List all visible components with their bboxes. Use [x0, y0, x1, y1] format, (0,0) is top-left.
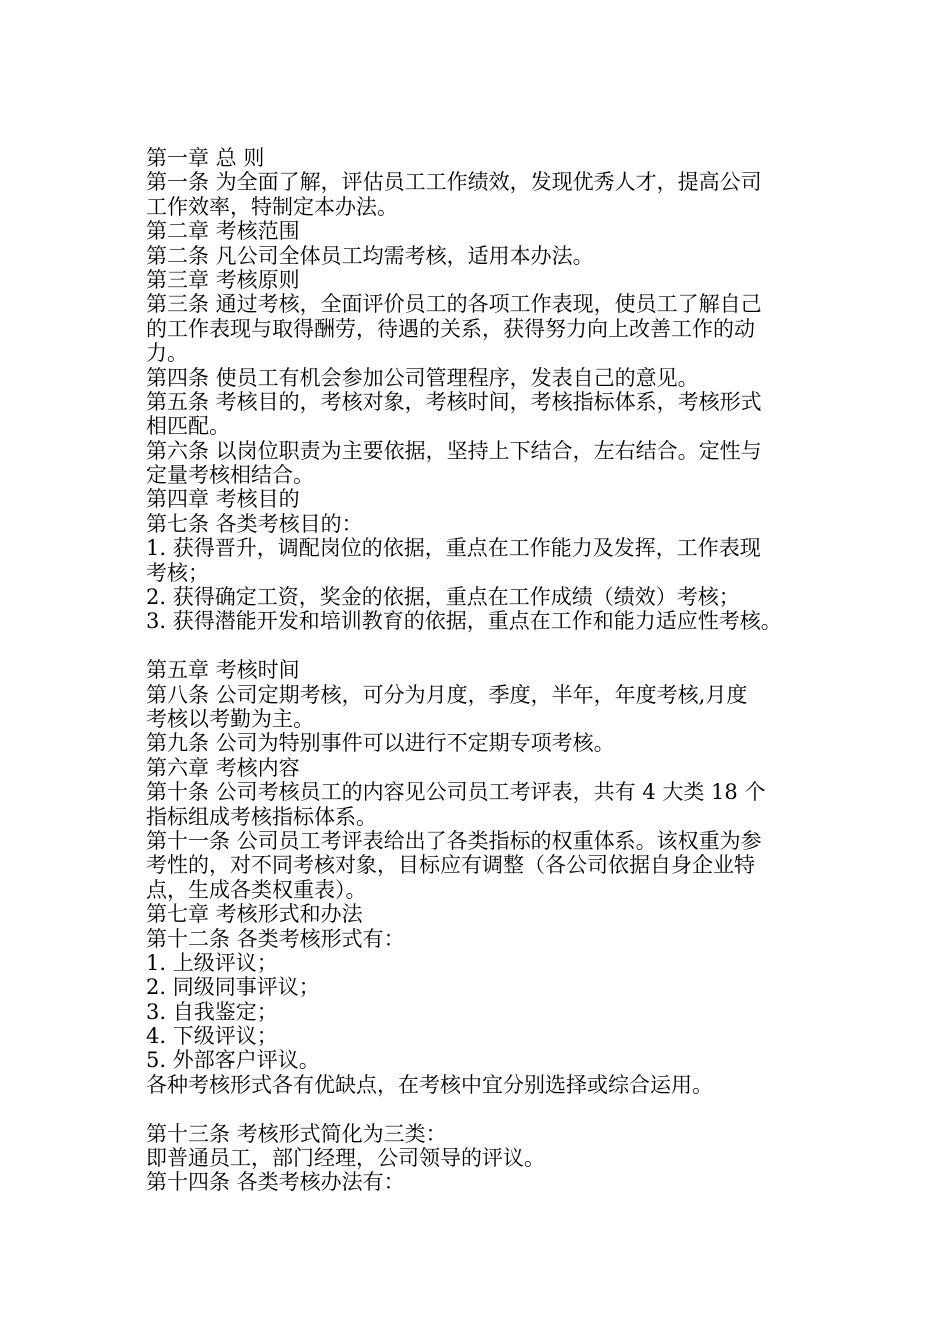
- list-item: 3. 获得潜能开发和培训教育的依据，重点在工作和能力适应性考核。: [146, 609, 782, 634]
- article-line: 考性的，对不同考核对象，目标应有调整（各公司依据自身企业特: [146, 853, 755, 878]
- list-item: 5. 外部客户评议。: [146, 1048, 320, 1073]
- article-line: 第十三条 考核形式简化为三类：: [146, 1121, 447, 1146]
- document-body: [146, 146, 826, 1195]
- article-line: 第一条 为全面了解，评估员工工作绩效，发现优秀人才，提高公司: [146, 170, 762, 195]
- article-line: 第二条 凡公司全体员工均需考核，适用本办法。: [146, 243, 594, 268]
- chapter-heading: 第四章 考核目的: [146, 487, 300, 512]
- article-line: 相匹配。: [146, 414, 230, 439]
- list-item: 考核；: [146, 560, 209, 585]
- list-item: 1. 获得晋升，调配岗位的依据，重点在工作能力及发挥，工作表现: [146, 536, 761, 561]
- chapter-heading: 第三章 考核原则: [146, 267, 300, 292]
- list-item: 2. 同级同事评议；: [146, 975, 320, 1000]
- article-line: 即普通员工，部门经理，公司领导的评议。: [146, 1146, 545, 1171]
- article-line: 第八条 公司定期考核，可分为月度，季度，半年，年度考核,月度: [146, 682, 748, 707]
- article-line: 定量考核相结合。: [146, 463, 314, 488]
- list-item: 4. 下级评议；: [146, 1024, 278, 1049]
- article-line: 点，生成各类权重表）。: [146, 877, 367, 902]
- blank-line: [146, 1097, 826, 1121]
- article-line: 第七条 各类考核目的：: [146, 511, 363, 536]
- chapter-heading: 第二章 考核范围: [146, 219, 300, 244]
- article-line: 第六条 以岗位职责为主要依据，坚持上下结合，左右结合。定性与: [146, 438, 762, 463]
- article-line: 第三条 通过考核，全面评价员工的各项工作表现，使员工了解自己: [146, 292, 762, 317]
- chapter-heading: 第七章 考核形式和办法: [146, 902, 363, 927]
- list-item: 3. 自我鉴定；: [146, 999, 278, 1024]
- article-line: 第五条 考核目的，考核对象，考核时间，考核指标体系，考核形式: [146, 389, 762, 414]
- article-line: 第九条 公司为特别事件可以进行不定期专项考核。: [146, 731, 615, 756]
- list-item: 1. 上级评议；: [146, 950, 278, 975]
- chapter-heading: 第五章 考核时间: [146, 658, 300, 683]
- list-item: 2. 获得确定工资，奖金的依据，重点在工作成绩（绩效）考核；: [146, 585, 740, 610]
- blank-line: [146, 634, 826, 658]
- article-line: 第十四条 各类考核办法有：: [146, 1170, 405, 1195]
- article-line: 工作效率，特制定本办法。: [146, 194, 398, 219]
- article-line: 各种考核形式各有优缺点，在考核中宜分别选择或综合运用。: [146, 1072, 713, 1097]
- article-line: 考核以考勤为主。: [146, 706, 314, 731]
- article-line: 的工作表现与取得酬劳，待遇的关系，获得努力向上改善工作的动: [146, 316, 755, 341]
- article-line: 第十二条 各类考核形式有：: [146, 926, 405, 951]
- article-line: 指标组成考核指标体系。: [146, 804, 377, 829]
- article-line: 第十条 公司考核员工的内容见公司员工考评表，共有 4 大类 18 个: [146, 780, 766, 805]
- chapter-heading: 第六章 考核内容: [146, 755, 300, 780]
- article-line: 力。: [146, 341, 188, 366]
- chapter-heading: 第一章 总 则: [146, 146, 265, 170]
- article-line: 第四条 使员工有机会参加公司管理程序，发表自己的意见。: [146, 365, 699, 390]
- article-line: 第十一条 公司员工考评表给出了各类指标的权重体系。该权重为参: [146, 828, 762, 853]
